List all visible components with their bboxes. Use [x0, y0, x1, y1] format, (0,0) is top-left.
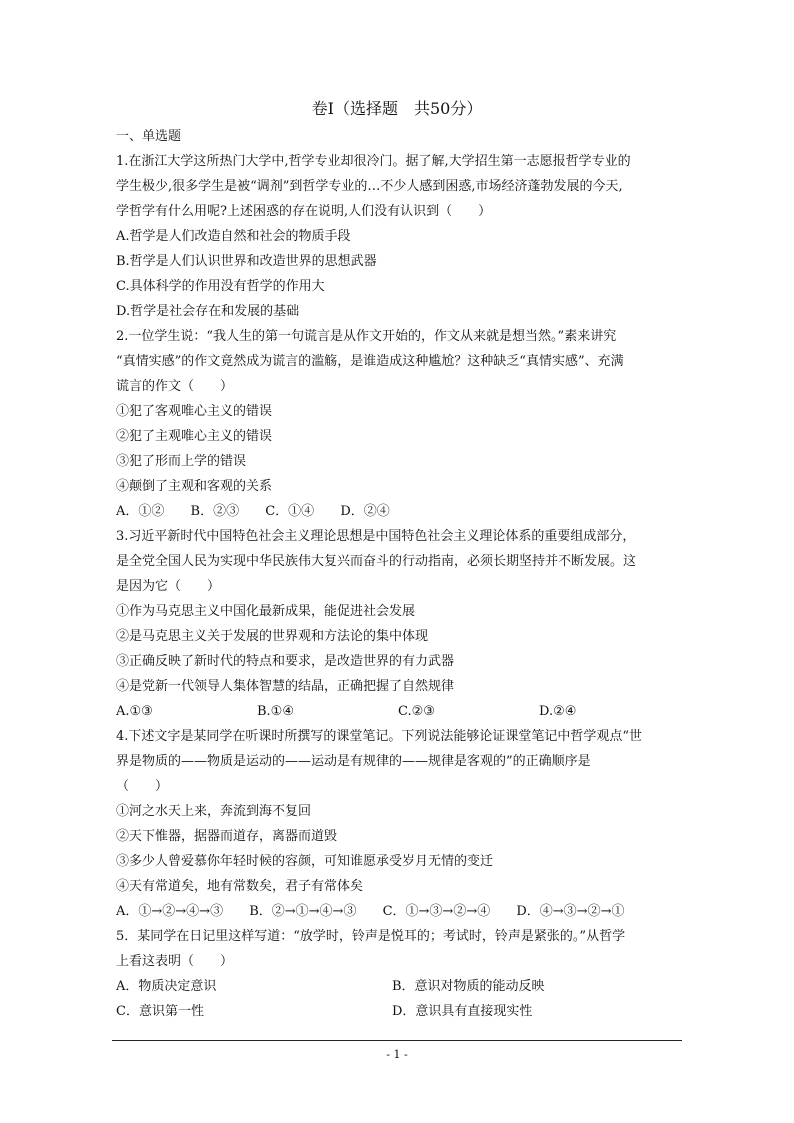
- question-text-line: 是全党全国人民为实现中华民族伟大复兴而奋斗的行动指南，必须长期坚持并不断发展。这: [116, 554, 637, 569]
- answer-option: B.哲学是人们认识世界和改造世界的思想武器: [116, 254, 377, 269]
- question-4: [116, 724, 682, 924]
- answer-options-row: [116, 974, 682, 999]
- question-text-line: 1.在浙江大学这所热门大学中,哲学专业却很冷门。据了解,大学招生第一志愿报哲学专业的: [116, 154, 631, 169]
- answer-option: B．②→①→④→③: [249, 904, 357, 919]
- statement-item: ③正确反映了新时代的特点和要求，是改造世界的有力武器: [116, 654, 455, 669]
- answer-option: D.哲学是社会存在和发展的基础: [116, 304, 300, 319]
- statement-item: ①作为马克思主义中国化最新成果，能促进社会发展: [116, 604, 416, 619]
- answer-option: D．意识具有直接现实性: [392, 1004, 533, 1019]
- answer-options-row: [116, 499, 682, 524]
- question-text-line: 2.一位学生说：“我人生的第一句谎言是从作文开始的，作文从来就是想当然。”素来讲究: [116, 329, 617, 344]
- answer-option: C.②③: [398, 704, 435, 719]
- question-text-line: 上看这表明（ ）: [116, 954, 234, 969]
- answer-option: D．②④: [340, 504, 390, 519]
- answer-option: D．④→③→②→①: [516, 904, 625, 919]
- question-3: [116, 524, 682, 724]
- answer-options-row: [116, 899, 682, 924]
- statement-item: ④天有常道矣，地有常数矣，君子有常体矣: [116, 879, 364, 894]
- statement-item: ②天下惟器，据器而道存，离器而道毁: [116, 829, 338, 844]
- question-text-line: （ ）: [116, 779, 169, 794]
- footer-divider: [112, 1040, 682, 1041]
- exam-part-title: 卷Ⅰ（选择题 共50分）: [311, 99, 483, 118]
- question-5: [116, 924, 682, 1024]
- question-text-line: 3.习近平新时代中国特色社会主义理论思想是中国特色社会主义理论体系的重要组成部分，: [116, 529, 636, 544]
- answer-option: C．①④: [265, 504, 315, 519]
- answer-option: B．意识对物质的能动反映: [392, 979, 545, 994]
- page-number: - 1 -: [386, 1048, 408, 1061]
- question-text-line: “真情实感”的作文竟然成为谎言的滥觞，是谁造成这种尴尬？这种缺乏“真情实感”、充满: [116, 354, 624, 369]
- statement-item: ④颠倒了主观和客观的关系: [116, 479, 273, 494]
- answer-option: B.①④: [257, 704, 294, 719]
- statement-item: ①犯了客观唯心主义的错误: [116, 404, 273, 419]
- question-text-line: 5．某同学在日记里这样写道：“放学时，铃声是悦耳的；考试时，铃声是紧张的。”从哲学: [116, 929, 626, 944]
- question-text-line: 谎言的作文（ ）: [116, 379, 234, 394]
- question-text-line: 学生极少,很多学生是被“调剂”到哲学专业的…不少人感到困惑,市场经济蓬勃发展的今天,: [116, 179, 623, 194]
- statement-item: ②犯了主观唯心主义的错误: [116, 429, 273, 444]
- statement-item: ③多少人曾爱慕你年轻时候的容颜，可知谁愿承受岁月无情的变迁: [116, 854, 494, 869]
- question-content: [116, 124, 682, 1024]
- answer-option: A．①②: [116, 504, 165, 519]
- answer-option: A．物质决定意识: [116, 979, 217, 994]
- answer-option: C．意识第一性: [116, 1004, 204, 1019]
- statement-item: ③犯了形而上学的错误: [116, 454, 247, 469]
- question-text-line: 4.下述文字是某同学在听课时所撰写的课堂笔记。下列说法能够论证课堂笔记中哲学观点“世: [116, 729, 643, 744]
- question-text-line: 界是物质的——物质是运动的——运动是有规律的——规律是客观的”的正确顺序是: [116, 754, 591, 769]
- answer-option: A.①③: [116, 704, 153, 719]
- statement-item: ④是党新一代领导人集体智慧的结晶，正确把握了自然规律: [116, 679, 455, 694]
- question-text-line: 学哲学有什么用呢?上述困惑的存在说明,人们没有认识到（ ）: [116, 204, 492, 219]
- section-title: 一、单选题: [116, 129, 182, 144]
- question-1: [116, 149, 682, 324]
- answer-options-row: [116, 999, 682, 1024]
- answer-option: B．②③: [190, 504, 240, 519]
- statement-item: ①河之水天上来，奔流到海不复回: [116, 804, 312, 819]
- question-2: [116, 324, 682, 524]
- answer-option: C.具体科学的作用没有哲学的作用大: [116, 279, 325, 294]
- answer-option: C．①→③→②→④: [382, 904, 491, 919]
- statement-item: ②是马克思主义关于发展的世界观和方法论的集中体现: [116, 629, 429, 644]
- answer-option: A.哲学是人们改造自然和社会的物质手段: [116, 229, 351, 244]
- answer-option: A．①→②→④→③: [116, 904, 224, 919]
- answer-option: D.②④: [539, 704, 577, 719]
- question-text-line: 是因为它（ ）: [116, 579, 221, 594]
- answer-options-row: [116, 699, 682, 724]
